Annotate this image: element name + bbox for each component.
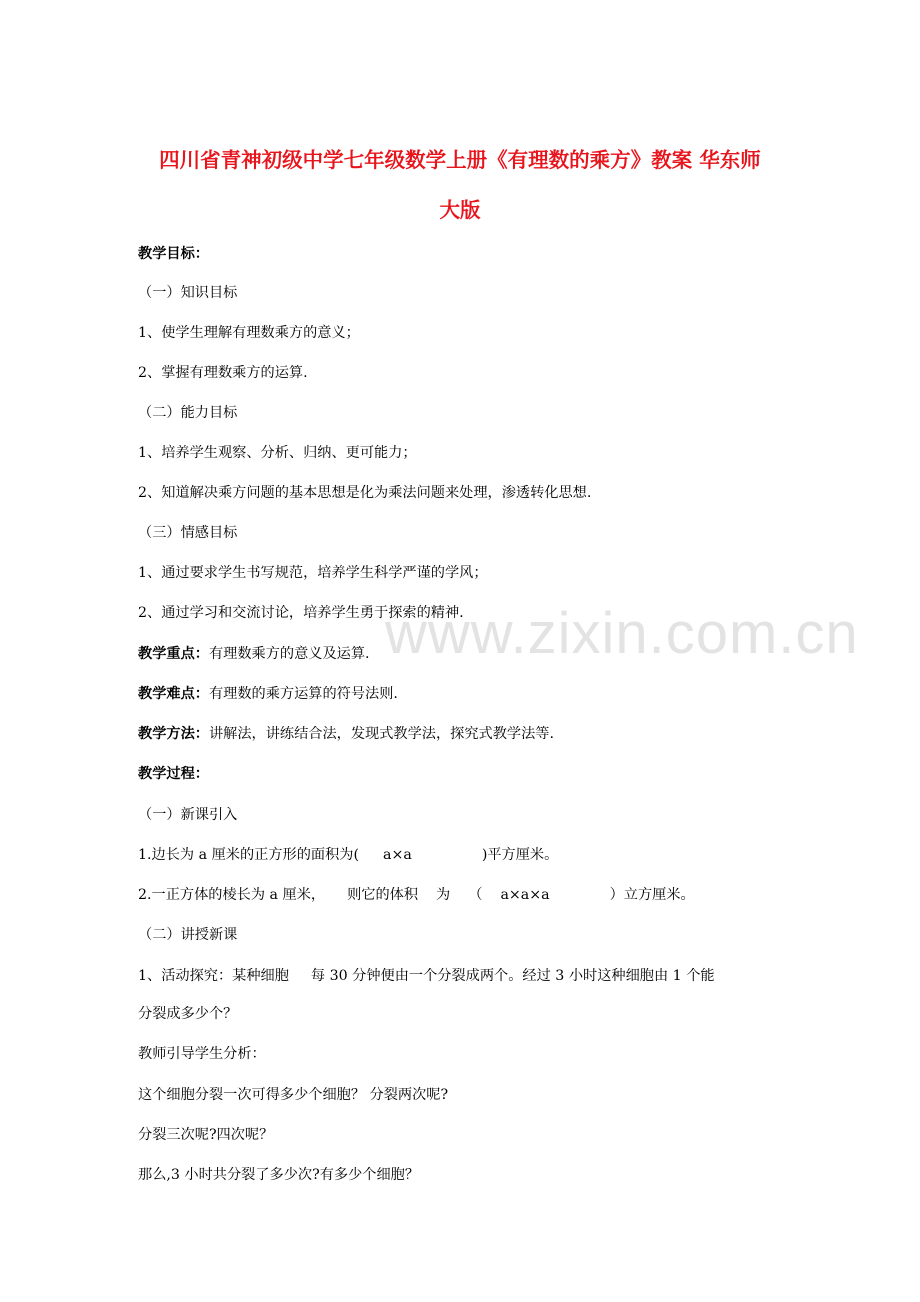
question-2-volume: 则它的体积 [347, 887, 419, 903]
question-2-prefix: 2.一正方体的棱长为 a 厘米， [138, 887, 326, 903]
intro-heading: （一）新课引入 [138, 807, 238, 823]
question-2-suffix: ）立方厘米。 [609, 887, 695, 903]
knowledge-item-2: 2、掌握有理数乘方的运算. [138, 365, 308, 381]
objectives-heading: 教学目标： [138, 246, 209, 262]
ability-item-1: 1、培养学生观察、分析、归纳、更可能力； [138, 445, 417, 461]
teaching-method [138, 724, 554, 744]
question-2-answer: a×a×a [500, 887, 550, 903]
question-1 [138, 845, 558, 865]
prompt-1: 这个细胞分裂一次可得多少个细胞？ 分裂两次呢? [138, 1087, 449, 1103]
ability-heading: （二）能力目标 [138, 405, 238, 421]
question-2 [138, 885, 695, 905]
activity-1-part-2: 每 30 分钟便由一个分裂成两个。经过 3 小时这种细胞由 1 个能 [310, 968, 715, 984]
difficulty-points [138, 684, 398, 704]
question-2-open: （ [468, 887, 483, 903]
key-points-label: 教学重点： [138, 646, 209, 662]
activity-1-continued: 分裂成多少个？ [138, 1006, 238, 1022]
teacher-guide: 教师引导学生分析： [138, 1046, 266, 1062]
knowledge-heading: （一）知识目标 [138, 285, 238, 301]
watermark: www.zixin.com.cn [385, 601, 859, 666]
key-points-text: 有理数乘方的意义及运算. [208, 646, 370, 662]
ability-item-2: 2、知道解决乘方问题的基本思想是化为乘法问题来处理，渗透转化思想. [138, 485, 592, 501]
method-text: 讲解法，讲练结合法，发现式教学法，探究式教学法等. [208, 726, 554, 742]
knowledge-item-1: 1、使学生理解有理数乘方的意义； [138, 325, 360, 341]
emotion-item-1: 1、通过要求学生书写规范，培养学生科学严谨的学风； [138, 565, 488, 581]
difficulty-label: 教学难点： [138, 686, 209, 702]
prompt-3: 那么,3 小时共分裂了多少次?有多少个细胞？ [138, 1167, 420, 1183]
emotion-heading: （三）情感目标 [138, 525, 238, 541]
prompt-2: 分裂三次呢?四次呢？ [138, 1127, 274, 1143]
activity-1-part-1: 1、活动探究：某种细胞 [138, 968, 289, 984]
new-lesson-heading: （二）讲授新课 [138, 927, 238, 943]
document-title-line-2: 大版 [439, 198, 481, 222]
method-label: 教学方法： [138, 726, 209, 742]
question-1-answer: a×a [383, 847, 412, 863]
key-points [138, 644, 370, 664]
document-title-line-1: 四川省青神初级中学七年级数学上册《有理数的乘方》教案 华东师 [159, 148, 761, 172]
process-heading: 教学过程： [138, 766, 209, 782]
question-1-prefix: 1.边长为 a 厘米的正方形的面积为( [138, 847, 359, 863]
difficulty-text: 有理数的乘方运算的符号法则. [208, 686, 398, 702]
emotion-item-2: 2、通过学习和交流讨论，培养学生勇于探索的精神. [138, 605, 464, 621]
question-1-suffix: )平方厘米。 [481, 847, 559, 863]
activity-1 [138, 966, 715, 986]
question-2-is: 为 [436, 887, 451, 903]
